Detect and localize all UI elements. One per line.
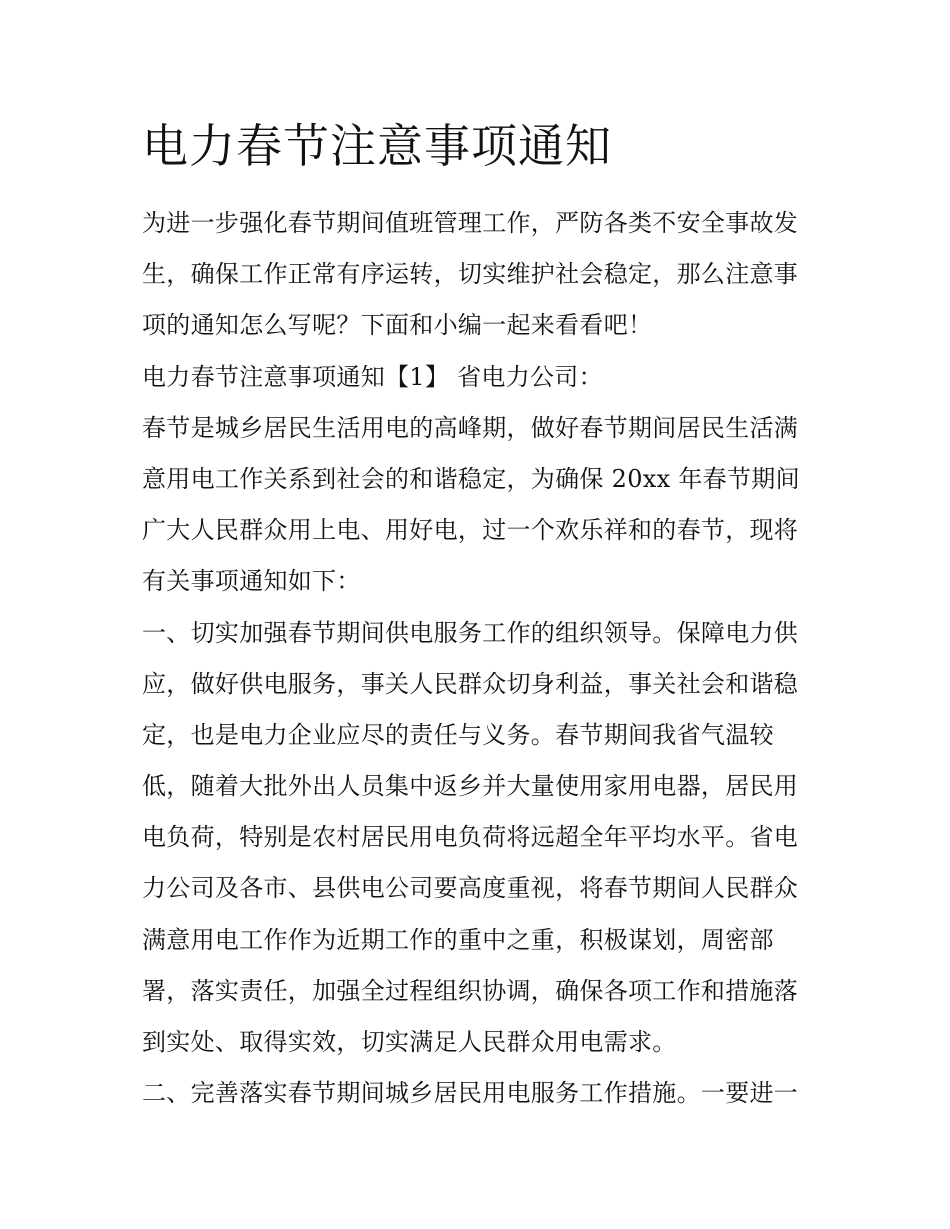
body-line: 力公司及各市、县供电公司要高度重视，将春节期间人民群众: [142, 874, 799, 903]
body-line: 到实处、取得实效，切实满足人民群众用电需求。: [142, 1028, 677, 1056]
body-line: 电负荷，特别是农村居民用电负荷将远超全年平均水平。省电: [142, 823, 799, 852]
body-line: 意用电工作关系到社会的和谐稳定，为确保 20xx 年春节期间: [142, 464, 800, 493]
body-line: 项的通知怎么写呢？下面和小编一起来看看吧！: [142, 311, 653, 340]
body-line: 定，也是电力企业应尽的责任与义务。春节期间我省气温较: [142, 720, 774, 749]
body-line: 生，确保工作正常有序运转，切实维护社会稳定，那么注意事: [142, 260, 799, 289]
document-body: [142, 198, 822, 1119]
body-line: 应，做好供电服务，事关人民群众切身利益，事关社会和谐稳: [142, 669, 799, 698]
section-heading-line: 电力春节注意事项通知【1】 省电力公司：: [142, 362, 603, 391]
body-line: 一、切实加强春节期间供电服务工作的组织领导。保障电力供: [142, 618, 799, 647]
body-line: 满意用电工作作为近期工作的重中之重，积极谋划，周密部: [142, 925, 774, 954]
body-line: 广大人民群众用上电、用好电，过一个欢乐祥和的春节，现将: [142, 516, 799, 545]
body-line: 低，随着大批外出人员集中返乡并大量使用家用电器，居民用: [142, 772, 799, 801]
document-title: 电力春节注意事项通知: [142, 119, 612, 173]
body-line: 春节是城乡居民生活用电的高峰期，做好春节期间居民生活满: [142, 413, 799, 442]
body-line: 署，落实责任，加强全过程组织协调，确保各项工作和措施落: [142, 976, 799, 1005]
body-line: 二、完善落实春节期间城乡居民用电服务工作措施。一要进一: [142, 1079, 799, 1108]
body-line: 为进一步强化春节期间值班管理工作，严防各类不安全事故发: [142, 209, 799, 237]
body-line: 有关事项通知如下：: [142, 567, 361, 596]
